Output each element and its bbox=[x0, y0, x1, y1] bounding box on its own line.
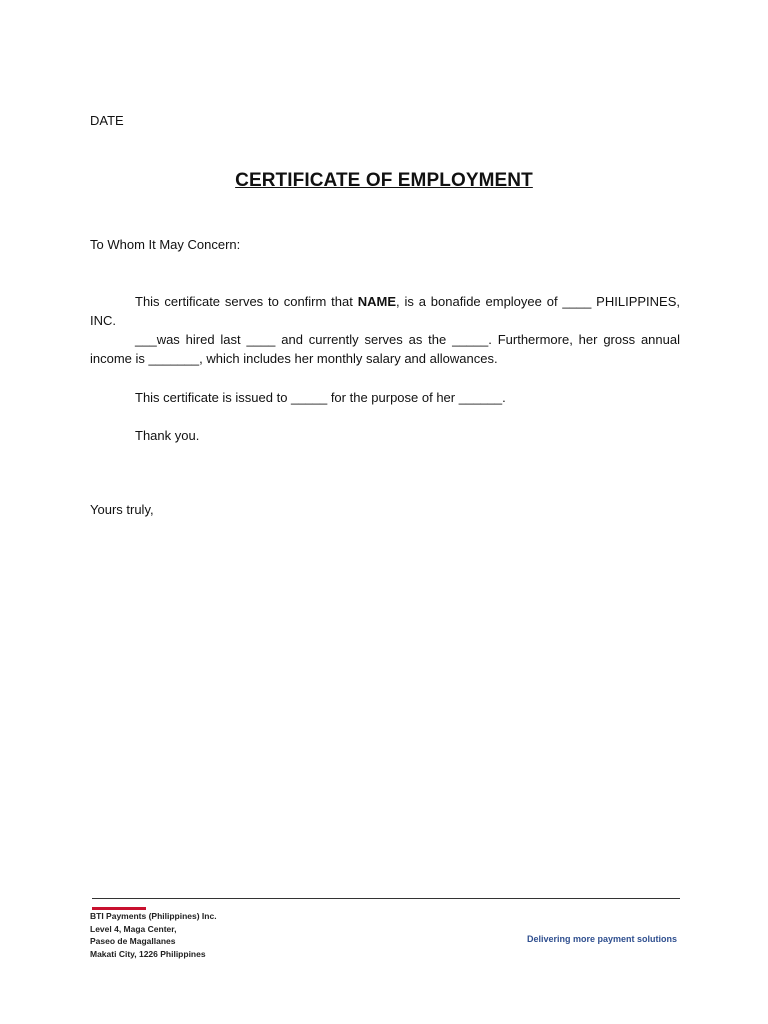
date-label: DATE bbox=[90, 113, 124, 128]
closing: Yours truly, bbox=[90, 502, 154, 517]
footer-address-line-1: Level 4, Maga Center, bbox=[90, 923, 177, 934]
paragraph-1-text-a: This certificate serves to confirm that bbox=[135, 294, 358, 309]
footer-company: BTI Payments (Philippines) Inc. bbox=[90, 911, 217, 921]
employee-name-placeholder: NAME bbox=[357, 294, 396, 309]
paragraph-1b bbox=[90, 330, 680, 368]
document-title: CERTIFICATE OF EMPLOYMENT bbox=[235, 170, 533, 191]
thank-you-text: Thank you. bbox=[135, 428, 200, 443]
footer-address bbox=[90, 910, 217, 960]
footer-address-line-3: Makati City, 1226 Philippines bbox=[90, 948, 206, 959]
footer-address-line-2: Paseo de Magallanes bbox=[90, 936, 176, 946]
paragraph-1 bbox=[90, 292, 680, 330]
paragraph-1b-text: ___was hired last ____ and currently serves as the _____. Furthermore, her gross annual income is _______, which includes her monthly salary and allowances. bbox=[90, 332, 680, 366]
paragraph-1-text-b: , is a bonafide employee of ____ PHILIPPINES, INC. bbox=[90, 294, 680, 328]
footer-divider bbox=[92, 898, 680, 899]
paragraph-2-text: This certificate is issued to _____ for the purpose of her ______. bbox=[135, 390, 506, 405]
footer-tagline: Delivering more payment solutions bbox=[526, 934, 677, 944]
paragraph-2 bbox=[90, 388, 680, 407]
salutation: To Whom It May Concern: bbox=[90, 237, 241, 252]
paragraph-3 bbox=[90, 426, 680, 445]
